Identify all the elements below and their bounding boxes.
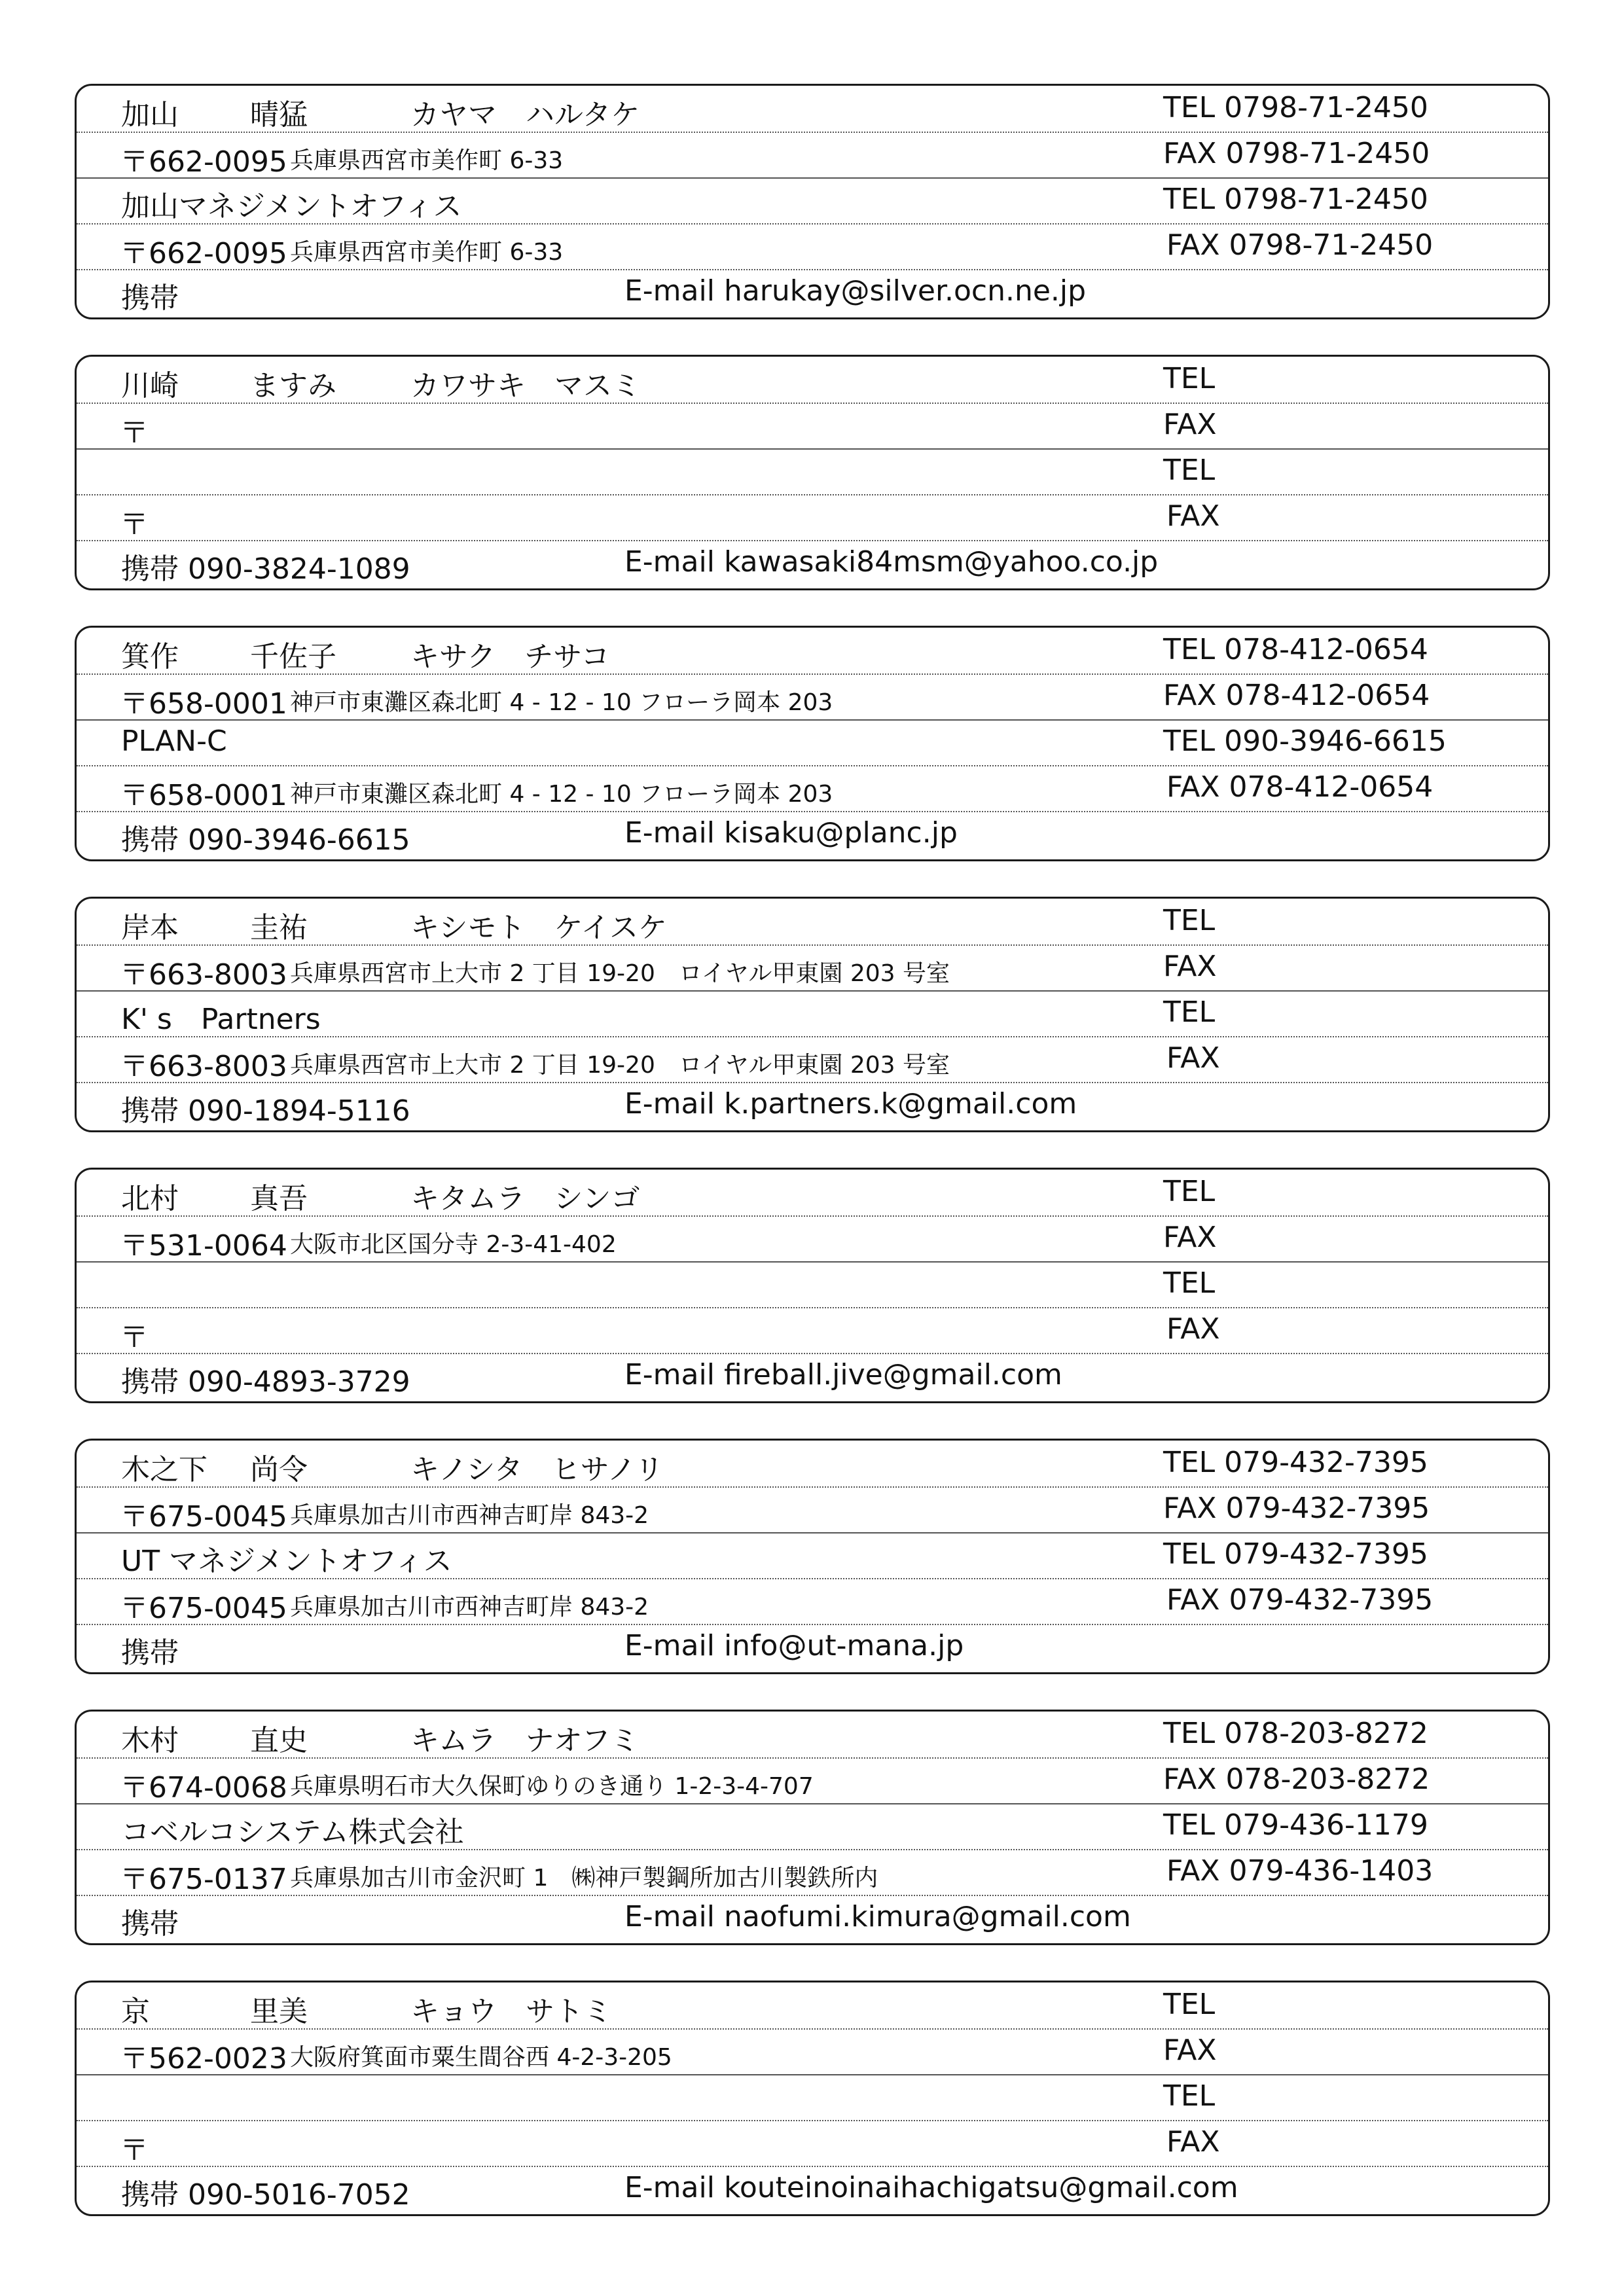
- company-tel-text: TEL 079-436-1179: [1163, 1808, 1428, 1842]
- contact-row: [77, 719, 1548, 766]
- surname-text: 木之下: [121, 1453, 208, 1486]
- company-postal-code-text: 〒: [120, 508, 149, 541]
- postal-code-text: 〒662-0095: [120, 145, 287, 179]
- surname-text: 川崎: [121, 369, 179, 403]
- contact-row: [77, 1712, 1548, 1759]
- company-postal-code-text: 〒: [120, 1321, 149, 1354]
- fax-text: FAX 078-203-8272: [1163, 1763, 1430, 1796]
- contact-row: [77, 132, 1548, 179]
- contact-card: [75, 1710, 1550, 1945]
- mobile-phone-text: 携帯 090-5016-7052: [121, 2178, 410, 2212]
- contact-row: [77, 1803, 1548, 1850]
- contact-row: [77, 1441, 1548, 1488]
- contact-card: [75, 355, 1550, 590]
- email-text[interactable]: E-mail kisaku@planc.jp: [624, 816, 958, 850]
- company-postal-code-text: 〒662-0095: [120, 237, 287, 270]
- mobile-phone-text: 携帯: [121, 281, 179, 315]
- company-tel-text: TEL: [1163, 1266, 1216, 1300]
- address-text: 大阪府箕面市粟生間谷西 4-2-3-205: [290, 2044, 672, 2071]
- postal-code-text: 〒: [120, 416, 149, 450]
- contact-row: [77, 811, 1548, 857]
- contact-row: [77, 944, 1548, 992]
- contact-row: [77, 899, 1548, 946]
- kana-reading-text: キムラ ナオフミ: [410, 1724, 640, 1757]
- tel-text: TEL 0798-71-2450: [1163, 91, 1428, 124]
- contact-row: [77, 494, 1548, 541]
- company-fax-text: FAX: [1166, 1312, 1220, 1346]
- postal-code-text: 〒675-0045: [120, 1500, 287, 1534]
- contact-card: [75, 1168, 1550, 1403]
- contact-row: [77, 177, 1548, 224]
- surname-text: 北村: [121, 1182, 179, 1215]
- email-text[interactable]: E-mail naofumi.kimura@gmail.com: [624, 1900, 1131, 1933]
- kana-reading-text: キシモト ケイスケ: [410, 911, 668, 944]
- company-postal-code-text: 〒658-0001: [120, 779, 287, 812]
- surname-text: 加山: [121, 98, 179, 132]
- mobile-phone-text: 携帯 090-4893-3729: [121, 1365, 410, 1399]
- company-tel-text: TEL: [1163, 996, 1216, 1029]
- contact-row: [77, 1353, 1548, 1399]
- given-name-text: 尚令: [250, 1453, 308, 1486]
- contact-row: [77, 1170, 1548, 1217]
- fax-text: FAX: [1163, 950, 1217, 983]
- tel-text: TEL: [1163, 1988, 1216, 2021]
- contact-row: [77, 540, 1548, 586]
- tel-text: TEL: [1163, 1175, 1216, 1208]
- contact-row: [77, 223, 1548, 270]
- kana-reading-text: カヤマ ハルタケ: [410, 98, 640, 132]
- address-text: 兵庫県西宮市美作町 6-33: [290, 147, 564, 174]
- company-fax-text: FAX: [1166, 1041, 1220, 1075]
- kana-reading-text: キタムラ シンゴ: [410, 1182, 640, 1215]
- mobile-phone-text: 携帯 090-3824-1089: [121, 552, 410, 586]
- company-name-text: コベルコシステム株式会社: [121, 1816, 464, 1849]
- company-address-text: 兵庫県加古川市金沢町 1 ㈱神戸製鋼所加古川製鉄所内: [290, 1865, 878, 1892]
- company-fax-text: FAX 0798-71-2450: [1166, 228, 1434, 262]
- company-tel-text: TEL: [1163, 2079, 1216, 2113]
- company-tel-text: TEL 079-432-7395: [1163, 1537, 1428, 1571]
- postal-code-text: 〒531-0064: [120, 1229, 287, 1263]
- address-text: 神戸市東灘区森北町 4 - 12 - 10 フローラ岡本 203: [290, 689, 833, 716]
- company-postal-code-text: 〒663-8003: [120, 1050, 287, 1083]
- contact-row: [77, 1578, 1548, 1625]
- contact-row: [77, 1036, 1548, 1083]
- company-tel-text: TEL: [1163, 454, 1216, 487]
- company-name-text: UT マネジメントオフィス: [121, 1545, 452, 1578]
- fax-text: FAX 078-412-0654: [1163, 679, 1430, 712]
- fax-text: FAX: [1163, 2034, 1217, 2067]
- contact-row: [77, 357, 1548, 404]
- contact-row: [77, 1624, 1548, 1670]
- company-name-text: 加山マネジメントオフィス: [121, 190, 462, 223]
- postal-code-text: 〒562-0023: [120, 2042, 287, 2075]
- given-name-text: 圭祐: [250, 911, 308, 944]
- address-text: 大阪市北区国分寺 2-3-41-402: [290, 1231, 617, 1258]
- contact-row: [77, 628, 1548, 675]
- postal-code-text: 〒658-0001: [120, 687, 287, 721]
- company-postal-code-text: 〒675-0137: [120, 1863, 287, 1896]
- tel-text: TEL: [1163, 904, 1216, 937]
- fax-text: FAX 079-432-7395: [1163, 1492, 1430, 1525]
- contact-row: [77, 765, 1548, 812]
- contact-row: [77, 990, 1548, 1037]
- mobile-phone-text: 携帯 090-1894-5116: [121, 1094, 410, 1128]
- postal-code-text: 〒663-8003: [120, 958, 287, 992]
- contact-row: [77, 403, 1548, 450]
- surname-text: 木村: [121, 1724, 179, 1757]
- contact-row: [77, 1261, 1548, 1308]
- contact-row: [77, 2166, 1548, 2212]
- company-tel-text: TEL 090-3946-6615: [1163, 725, 1447, 758]
- surname-text: 岸本: [121, 911, 179, 944]
- tel-text: TEL 079-432-7395: [1163, 1446, 1428, 1479]
- contact-row: [77, 673, 1548, 721]
- contact-row: [77, 1082, 1548, 1128]
- given-name-text: 直史: [250, 1724, 308, 1757]
- company-name-text: PLAN-C: [121, 725, 227, 758]
- contact-row: [77, 2028, 1548, 2075]
- email-text[interactable]: E-mail k.partners.k@gmail.com: [624, 1087, 1077, 1121]
- address-text: 兵庫県西宮市上大市 2 丁目 19-20 ロイヤル甲東園 203 号室: [290, 960, 950, 987]
- given-name-text: ますみ: [250, 369, 336, 403]
- contact-row: [77, 1532, 1548, 1579]
- email-text[interactable]: E-mail kawasaki84msm@yahoo.co.jp: [624, 545, 1159, 579]
- company-fax-text: FAX 079-432-7395: [1166, 1583, 1434, 1617]
- company-fax-text: FAX 078-412-0654: [1166, 770, 1434, 804]
- contact-row: [77, 1307, 1548, 1354]
- contact-row: [77, 86, 1548, 133]
- tel-text: TEL 078-412-0654: [1163, 633, 1428, 666]
- email-text[interactable]: E-mail kouteinoinaihachigatsu@gmail.com: [624, 2171, 1238, 2204]
- contact-row: [77, 269, 1548, 315]
- mobile-phone-text: 携帯: [121, 1636, 179, 1670]
- company-fax-text: FAX: [1166, 2125, 1220, 2159]
- contact-row: [77, 448, 1548, 495]
- contact-card: [75, 84, 1550, 319]
- contact-row: [77, 1757, 1548, 1804]
- given-name-text: 千佐子: [250, 640, 336, 673]
- company-postal-code-text: 〒: [120, 2134, 149, 2167]
- contact-row: [77, 1215, 1548, 1263]
- contact-card: [75, 1439, 1550, 1674]
- given-name-text: 晴猛: [250, 98, 308, 132]
- company-fax-text: FAX 079-436-1403: [1166, 1854, 1434, 1888]
- contact-card: [75, 626, 1550, 861]
- contact-row: [77, 2120, 1548, 2167]
- fax-text: FAX: [1163, 408, 1217, 441]
- email-text[interactable]: E-mail fireball.jive@gmail.com: [624, 1358, 1062, 1391]
- company-address-text: 兵庫県西宮市上大市 2 丁目 19-20 ロイヤル甲東園 203 号室: [290, 1052, 950, 1079]
- fax-text: FAX 0798-71-2450: [1163, 137, 1430, 170]
- contact-row: [77, 2074, 1548, 2121]
- contact-row: [77, 1895, 1548, 1941]
- surname-text: 箕作: [121, 640, 179, 673]
- email-text[interactable]: E-mail harukay@silver.ocn.ne.jp: [624, 274, 1087, 308]
- company-address-text: 兵庫県加古川市西神吉町岸 843-2: [290, 1594, 649, 1621]
- contact-card: [75, 897, 1550, 1132]
- company-address-text: 兵庫県西宮市美作町 6-33: [290, 239, 564, 266]
- email-text[interactable]: E-mail info@ut-mana.jp: [624, 1629, 964, 1662]
- surname-text: 京: [121, 1995, 150, 2028]
- address-text: 兵庫県加古川市西神吉町岸 843-2: [290, 1502, 649, 1529]
- contact-row: [77, 1982, 1548, 2030]
- tel-text: TEL: [1163, 362, 1216, 395]
- contact-row: [77, 1849, 1548, 1896]
- postal-code-text: 〒674-0068: [120, 1771, 287, 1804]
- kana-reading-text: キサク チサコ: [410, 640, 610, 673]
- company-address-text: 神戸市東灘区森北町 4 - 12 - 10 フローラ岡本 203: [290, 781, 833, 808]
- mobile-phone-text: 携帯 090-3946-6615: [121, 823, 410, 857]
- given-name-text: 里美: [250, 1995, 308, 2028]
- given-name-text: 真吾: [250, 1182, 308, 1215]
- tel-text: TEL 078-203-8272: [1163, 1717, 1428, 1750]
- kana-reading-text: キノシタ ヒサノリ: [410, 1453, 664, 1486]
- kana-reading-text: カワサキ マスミ: [410, 369, 641, 403]
- company-postal-code-text: 〒675-0045: [120, 1592, 287, 1625]
- company-name-text: K' s Partners: [121, 1003, 321, 1036]
- kana-reading-text: キョウ サトミ: [410, 1995, 612, 2028]
- address-text: 兵庫県明石市大久保町ゆりのき通り 1-2-3-4-707: [290, 1773, 814, 1800]
- fax-text: FAX: [1163, 1221, 1217, 1254]
- contact-card: [75, 1981, 1550, 2216]
- company-tel-text: TEL 0798-71-2450: [1163, 183, 1428, 216]
- company-fax-text: FAX: [1166, 499, 1220, 533]
- mobile-phone-text: 携帯: [121, 1907, 179, 1941]
- contact-row: [77, 1486, 1548, 1534]
